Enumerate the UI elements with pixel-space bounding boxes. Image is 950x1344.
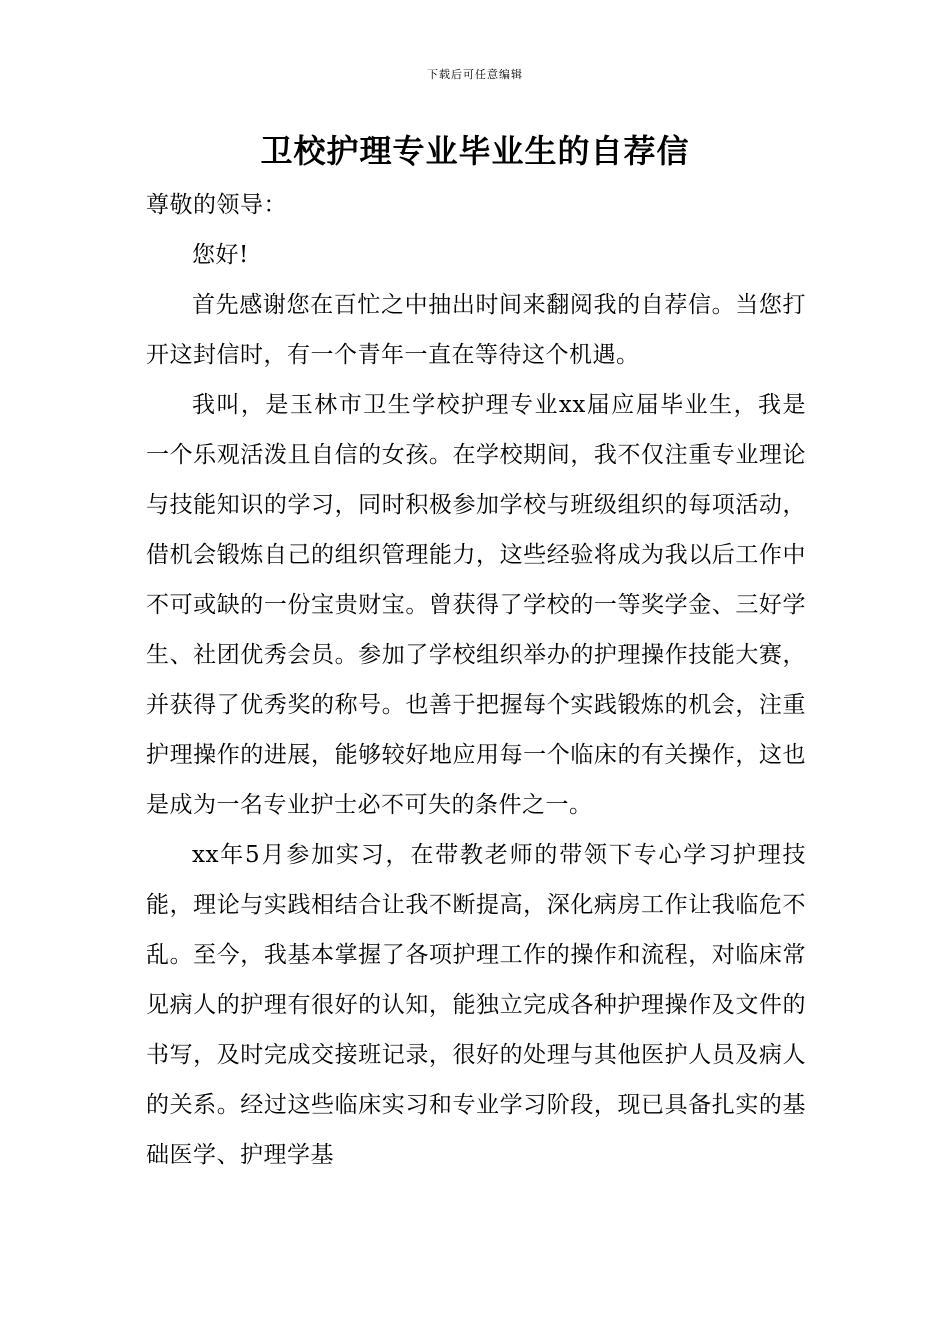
paragraph-self-introduction: 我叫，是玉林市卫生学校护理专业xx届应届毕业生，我是一个乐观活泼且自信的女孩。在学校期间，我不仅注重专业理论与技能知识的学习，同时积极参加学校与班级组织的每项活动，借机会锻炼自己的组织管理能力，这些经验将成为我以后工作中不可或缺的一份宝贵财宝。曾获得了学校的一等奖学金、三好学生、社团优秀会员。参加了学校组织举办的护理操作技能大赛，并获得了优秀奖的称号。也善于把握每个实践锻炼的机会，注重护理操作的进展，能够较好地应用每一个临床的有关操作，这也是成为一名专业护士必不可失的条件之一。 <box>146 392 806 818</box>
document-title: 卫校护理专业毕业生的自荐信 <box>260 132 690 170</box>
paragraph-internship: xx年5月参加实习，在带教老师的带领下专心学习护理技能，理论与实践相结合让我不断提高，深化病房工作让我临危不乱。至今，我基本掌握了各项护理工作的操作和流程，对临床常见病人的护理有很好的认知，能独立完成各种护理操作及文件的书写，及时完成交接班记录，很好的处理与其他医护人员及病人的关系。经过这些临床实习和专业学习阶段，现已具备扎实的基础医学、护理学基 <box>146 842 806 1168</box>
salutation: 尊敬的领导： <box>146 192 287 218</box>
paragraph-intro: 首先感谢您在百忙之中抽出时间来翻阅我的自荐信。当您打开这封信时，有一个青年一直在等待这个机遇。 <box>146 292 806 368</box>
greeting: 您好! <box>192 242 249 268</box>
letter-body <box>146 180 806 1180</box>
page-header-note: 下载后可任意编辑 <box>427 68 523 81</box>
